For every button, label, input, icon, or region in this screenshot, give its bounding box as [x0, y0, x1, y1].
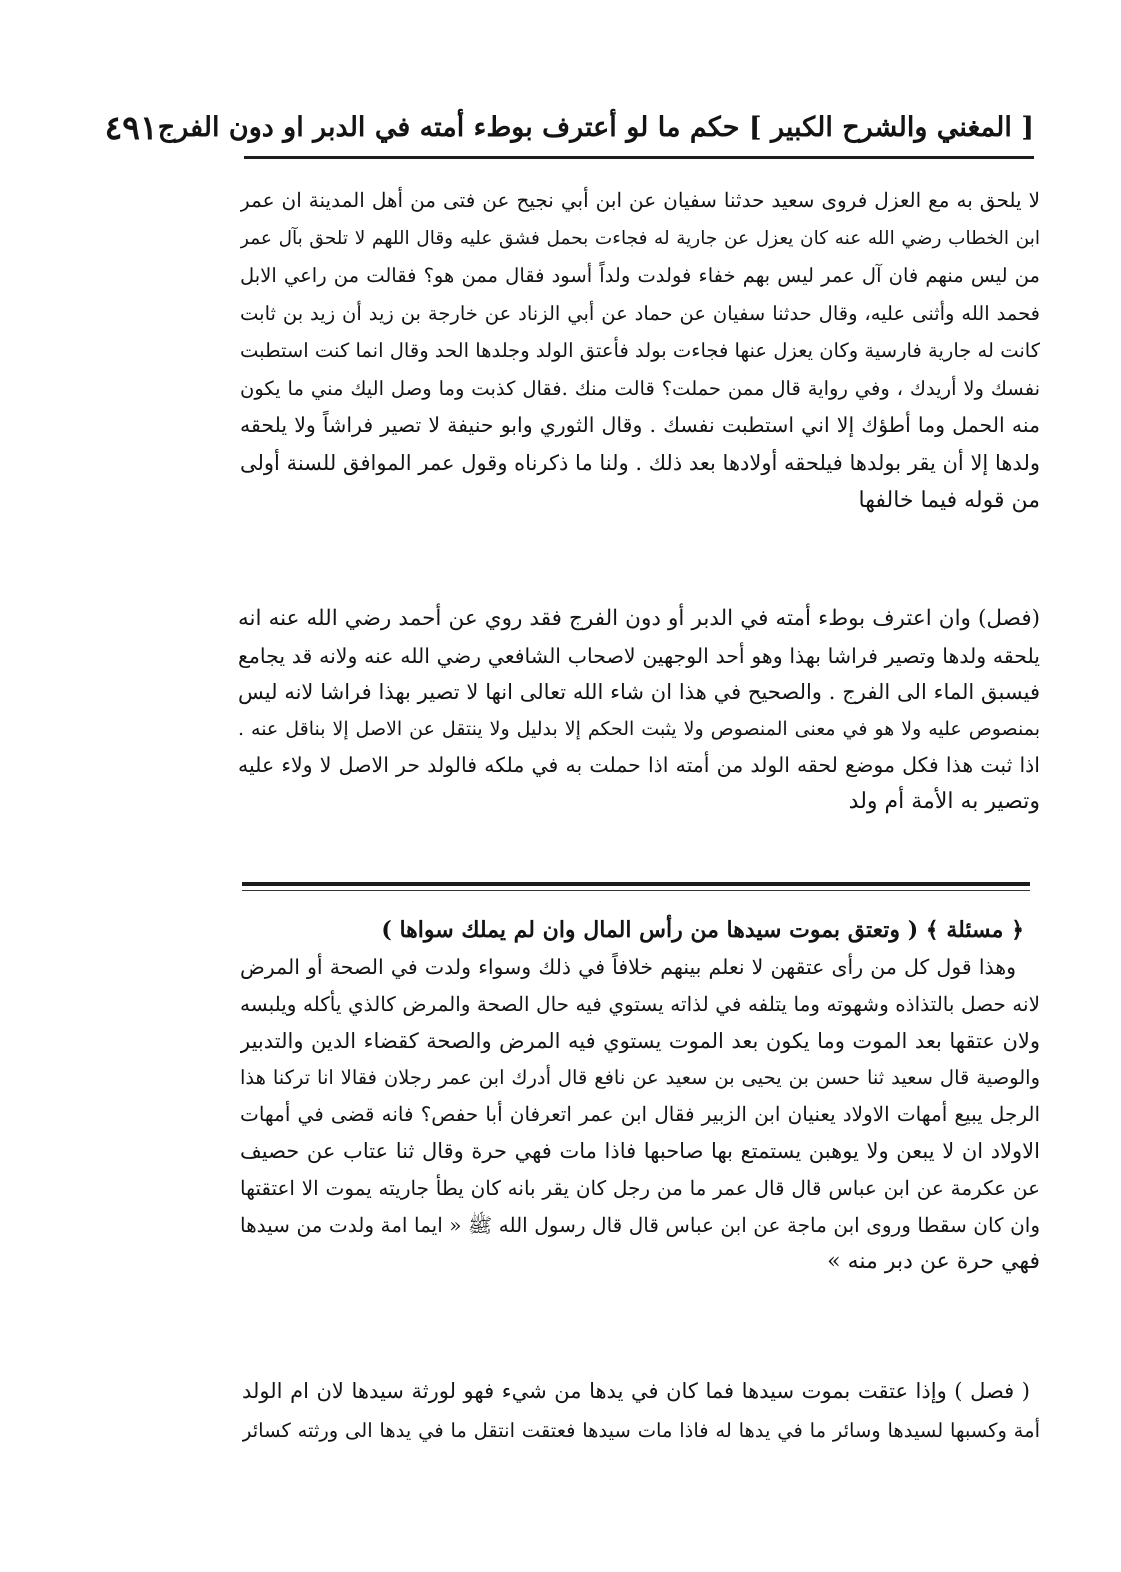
text-line: بمنصوص عليه ولا هو في معنى المنصوص ولا يثبت الحكم إلا بدليل ولا ينتقل عن الاصل إلا بناقل عنه . — [238, 717, 1040, 740]
text-line: منه الحمل وما أطؤك إلا اني استطبت نفسك . وقال الثوري وابو حنيفة لا تصير فراشاً ولا يلحقه — [240, 413, 1040, 437]
text-line: أمة وكسبها لسيدها وسائر ما في يدها له فاذا مات سيدها فعتقت انتقل ما في يدها الى ورثته كسائر — [242, 1419, 1040, 1442]
text-line: عن عكرمة عن ابن عباس قال قال عمر ما من رجل كان يقر بانه كان يطأ جاريته يموت الا اعتقتها — [240, 1176, 1040, 1201]
text-line: فيسبق الماء الى الفرج . والصحيح في هذا ان شاء الله تعالى انها لا تصير بهذا فراشا لانه ليس — [238, 680, 1040, 704]
text-line: من قوله فيما خالفها — [858, 488, 1040, 513]
fasl-section-1 — [238, 601, 1040, 820]
masala-section — [240, 912, 1040, 1281]
text-line: ولدها إلا أن يقر بولدها فيلحقه أولادها بعد ذلك . ولنا ما ذكرناه وقول عمر الموافق للسنة أولى — [240, 450, 1040, 475]
text-line: فهي حرة عن دبر منه » — [827, 1249, 1040, 1275]
fasl-section-2 — [242, 1372, 1040, 1450]
section-divider — [242, 882, 1030, 886]
text-line: نفسك ولا أريدك ، وفي رواية قال ممن حملت؟ قالت منك .فقال كذبت وما وصل اليك مني ما يكون — [240, 376, 1040, 400]
page-number: ٤٩١ — [104, 107, 158, 147]
header-rule — [244, 156, 1034, 159]
continued-paragraph — [240, 182, 1040, 520]
text-line: والوصية قال سعيد ثنا حسن بن يحيى بن سعيد عن نافع قال أدرك ابن عمر رجلان فقالا انا تركنا هذا — [240, 1065, 1040, 1089]
text-line: ( فصل ) وإذا عتقت بموت سيدها فما كان في يدها من شيء فهو لورثة سيدها لان ام الولد — [242, 1379, 1030, 1403]
text-line: فحمد الله وأثنى عليه، وقال حدثنا سفيان عن حماد عن أبي الزناد عن خارجة بن زيد أن زيد بن ثابت — [240, 301, 1040, 325]
text-line: وهذا قول كل من رأى عتقهن لا نعلم بينهم خلافاً في ذلك وسواء ولدت في الصحة أو المرض — [240, 954, 1016, 979]
text-line: الرجل يبيع أمهات الاولاد يعنيان ابن الزبير فقال ابن عمر اتعرفان أبا حفص؟ فانه قضى في أمهات — [240, 1102, 1040, 1127]
text-line: لا يلحق به مع العزل فروى سعيد حدثنا سفيان عن ابن أبي نجيح عن فتى من أهل المدينة ان عمر — [240, 188, 1040, 212]
text-line: من ليس منهم فان آل عمر ليس بهم خفاء فولدت ولداً أسود فقال ممن هو؟ فقالت من راعي الابل — [240, 264, 1040, 287]
running-title: [ المغني والشرح الكبير ] حكم ما لو أعترف بوطء أمته في الدبر او دون الفرج — [157, 111, 1034, 143]
text-line: اذا ثبت هذا فكل موضع لحقه الولد من أمته اذا حملت به في ملكه فالولد حر الاصل لا ولاء عليه — [238, 753, 1040, 777]
text-line: وتصير به الأمة أم ولد — [848, 788, 1040, 814]
text-line: ولان عتقها بعد الموت وما يكون بعد الموت يستوي فيه المرض والصحة كقضاء الدين والتدبير — [240, 1028, 1040, 1053]
section-divider-thin — [242, 890, 1030, 891]
text-line: الاولاد ان لا يبعن ولا يوهبن يستمتع بها صاحبها فاذا مات فهي حرة وقال ثنا عتاب عن حصيف — [240, 1139, 1040, 1164]
text-line: ابن الخطاب رضي الله عنه كان يعزل عن جارية له فجاءت بحمل فشق عليه وقال اللهم لا تلحق بآل عمر — [240, 227, 1040, 249]
text-line: (فصل) وان اعترف بوطء أمته في الدبر أو دون الفرج فقد روي عن أحمد رضي الله عنه انه — [238, 606, 1040, 631]
page-header — [104, 104, 1034, 150]
masala-heading: ﴿ مسئلة ﴾ ( وتعتق بموت سيدها من رأس المال وان لم يملك سواها ) — [381, 917, 1024, 943]
text-line: يلحقه ولدها وتصير فراشا بهذا وهو أحد الوجهين لاصحاب الشافعي رضي الله عنه ولانه قد يجامع — [238, 643, 1040, 668]
text-line: وان كان سقطا وروى ابن ماجة عن ابن عباس قال قال رسول الله ﷺ « ايما امة ولدت من سيدها — [240, 1213, 1040, 1238]
text-line: كانت له جارية فارسية وكان يعزل عنها فجاءت بولد فأعتق الولد وجلدها الحد وقال انما كنت استطبت — [240, 339, 1040, 362]
text-line: لانه حصل بالتذاذه وشهوته وما يتلفه في لذاته يستوي فيه حال الصحة والمرض كالذي يأكله ويلبسه — [240, 991, 1040, 1016]
